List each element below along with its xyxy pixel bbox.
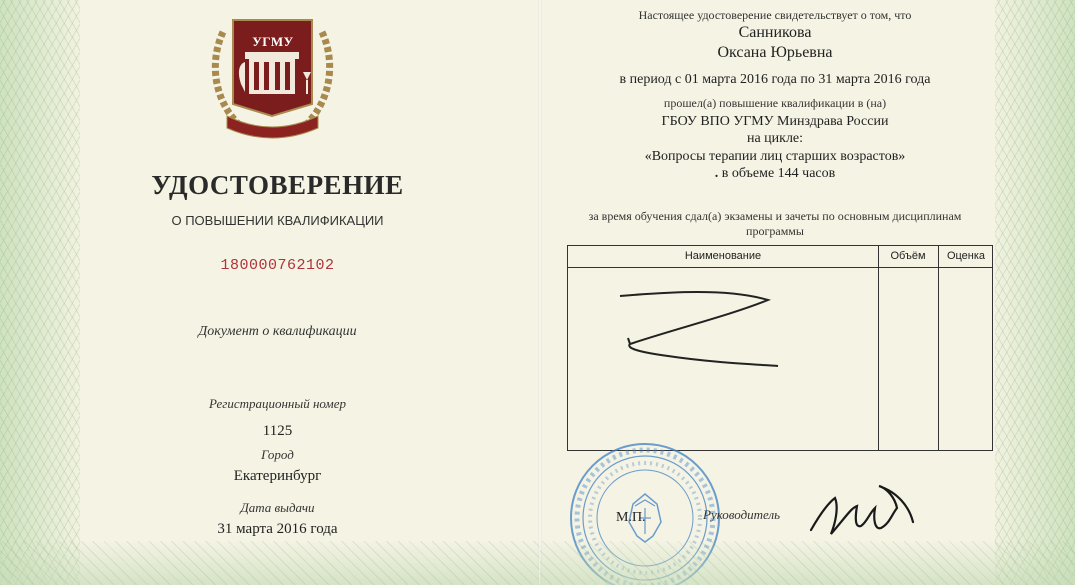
document-title: УДОСТОВЕРЕНИЕ bbox=[151, 170, 404, 200]
city-value: Екатеринбург bbox=[233, 468, 322, 484]
stamp-label: М.П. bbox=[616, 510, 646, 525]
exams-text-continued: программы bbox=[746, 224, 804, 238]
volume-line bbox=[540, 166, 1010, 182]
left-bottom-border bbox=[0, 541, 540, 585]
document-type: Документ о квалификации bbox=[198, 324, 357, 339]
right-bottom-border bbox=[540, 541, 1075, 585]
training-period: в период с 01 марта 2016 года по 31 марта 2016 года bbox=[619, 72, 931, 87]
left-guilloche-border bbox=[0, 0, 80, 585]
city-label: Город bbox=[261, 447, 294, 462]
column-divider bbox=[938, 246, 939, 450]
head-signature-label: Руководитель bbox=[703, 507, 781, 522]
header-name: Наименование bbox=[684, 250, 762, 262]
disciplines-table bbox=[567, 245, 993, 451]
signature-icon bbox=[805, 478, 920, 546]
emblem-abbreviation: УГМУ bbox=[252, 34, 294, 49]
holder-surname: Санникова bbox=[738, 24, 812, 41]
registration-number-label: Регистрационный номер bbox=[209, 396, 346, 411]
issue-date: 31 марта 2016 года bbox=[217, 521, 338, 537]
intro-text: Настоящее удостоверение свидетельствует о том, что bbox=[638, 8, 912, 22]
right-page bbox=[540, 0, 1075, 585]
holder-name-patronymic: Оксана Юрьевна bbox=[717, 44, 833, 61]
z-cancellation-mark-icon bbox=[608, 286, 788, 376]
institution-name: ГБОУ ВПО УГМУ Минздрава России bbox=[661, 114, 889, 129]
document-subtitle: О ПОВЫШЕНИИ КВАЛИФИКАЦИИ bbox=[171, 213, 384, 228]
column-divider bbox=[878, 246, 879, 450]
issue-date-label: Дата выдачи bbox=[240, 500, 315, 515]
university-emblem-icon bbox=[205, 12, 340, 144]
document-number: 180000762102 bbox=[220, 257, 335, 274]
handwritten-mark: . bbox=[714, 166, 719, 181]
exams-text: за время обучения сдал(а) экзамены и зачеты по основным дисциплинам bbox=[588, 209, 962, 223]
volume-text: в объеме 144 часов bbox=[721, 166, 836, 181]
table-header-row bbox=[568, 246, 992, 268]
header-volume: Объём bbox=[890, 250, 926, 262]
registration-number: 1125 bbox=[262, 423, 293, 439]
completed-text: прошел(а) повышение квалификации в (на) bbox=[663, 96, 887, 110]
cycle-name: «Вопросы терапии лиц старших возрастов» bbox=[644, 149, 906, 164]
cycle-label: на цикле: bbox=[746, 131, 804, 146]
header-grade: Оценка bbox=[946, 250, 986, 262]
